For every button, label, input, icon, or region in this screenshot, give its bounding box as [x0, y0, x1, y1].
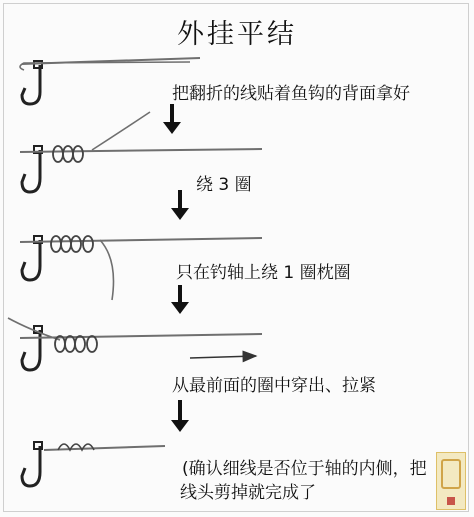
knot-coil-icon: [55, 336, 97, 352]
down-arrow-icon: [171, 400, 189, 432]
fishing-line: [44, 446, 165, 450]
fish-hook-icon: [22, 150, 40, 192]
fish-hook-icon: [22, 65, 40, 104]
fish-hook-icon: [22, 446, 40, 486]
down-arrow-icon: [163, 104, 181, 134]
knot-coil-icon: [51, 236, 93, 252]
step-1-caption: 把翻折的线贴着鱼钩的背面拿好: [172, 84, 410, 104]
fishing-line-tag: [92, 112, 150, 150]
step-4-caption: 从最前面的圈中穿出、拉紧: [172, 376, 376, 396]
step-5-illustration: [22, 442, 165, 486]
watermark-logo: [436, 452, 466, 510]
watermark-seal: [447, 497, 455, 505]
pull-direction-arrow-icon: [190, 356, 256, 358]
step-2-caption: 绕 3 圈: [196, 175, 252, 195]
fishing-line-tag: [100, 240, 114, 300]
down-arrow-icon: [171, 285, 189, 314]
down-arrow-icon: [171, 190, 189, 220]
step-5-caption-line-1: (确认细线是否位于轴的内侧，把: [182, 459, 427, 479]
fishing-line: [20, 238, 262, 242]
watermark-glyph: [441, 459, 461, 489]
fishing-line: [20, 149, 262, 152]
step-5-caption-line-2: 线头剪掉就完成了: [180, 483, 316, 503]
knot-coil-icon: [53, 146, 83, 162]
step-3-caption: 只在钓轴上绕 1 圈枕圈: [176, 263, 351, 283]
diagram-title: 外挂平结: [177, 19, 297, 50]
fishing-line-fold: [20, 62, 190, 70]
step-4-illustration: [8, 318, 262, 370]
fish-hook-icon: [22, 240, 40, 280]
fish-hook-icon: [22, 330, 40, 370]
